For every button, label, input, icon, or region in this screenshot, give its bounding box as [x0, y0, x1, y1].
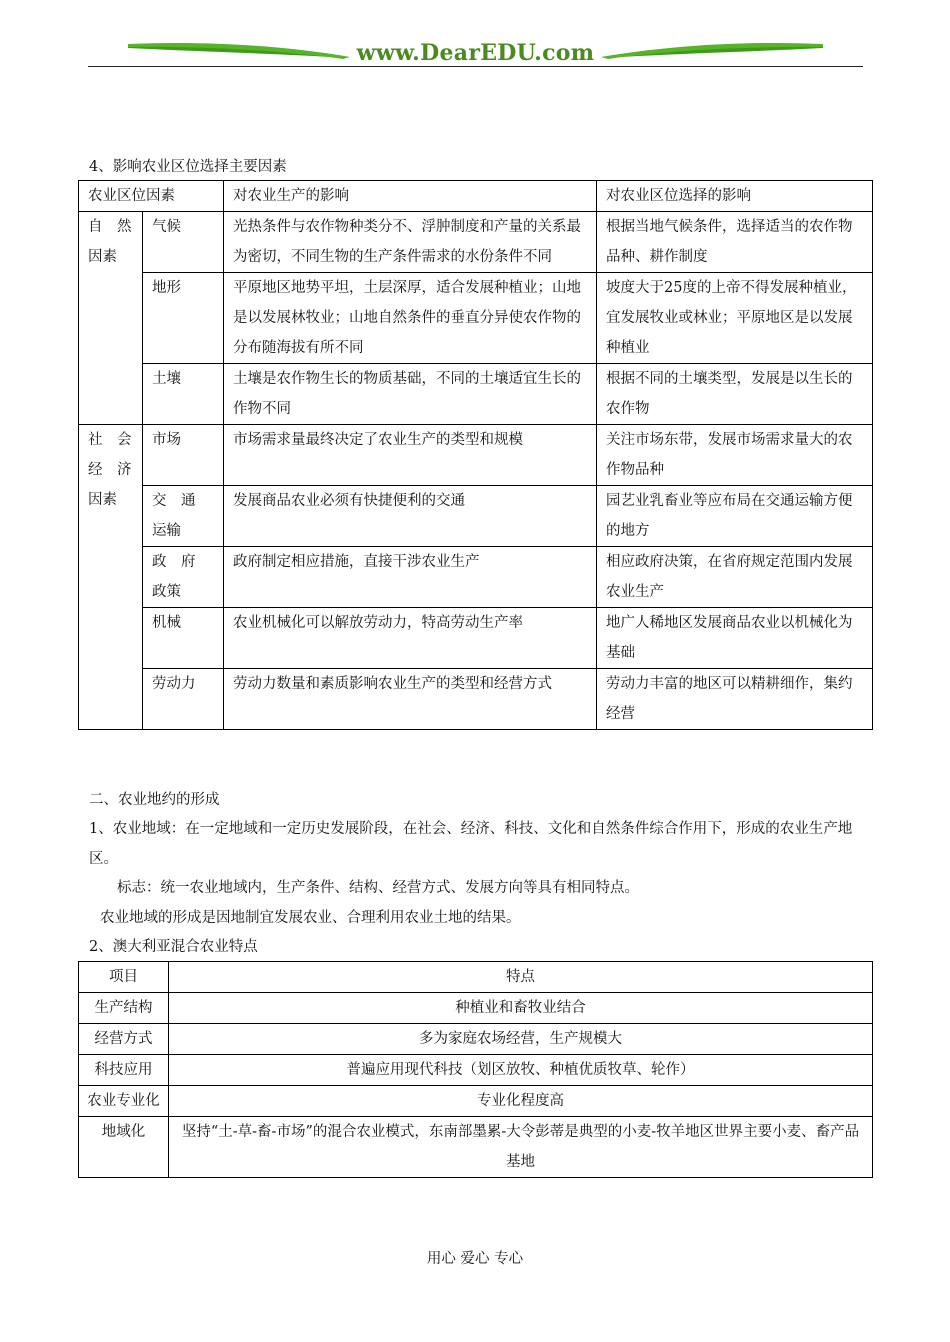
choice-cell: 根据当地气候条件，选择适当的农作物品种、耕作制度	[597, 212, 873, 273]
impact-cell: 劳动力数量和素质影响农业生产的类型和经营方式	[224, 669, 597, 730]
section-4-title: 4、影响农业区位选择主要因素	[89, 159, 287, 175]
col-header-factor: 农业区位因素	[79, 181, 224, 212]
col-header-item: 项目	[79, 962, 169, 993]
section-2-title: 二、农业地约的形成	[89, 792, 220, 808]
choice-cell: 地广人稀地区发展商品农业以机械化为基础	[597, 608, 873, 669]
header-divider	[88, 66, 863, 67]
category-natural: 自 然因素	[79, 212, 143, 425]
col-header-feature: 特点	[169, 962, 873, 993]
table-row	[79, 212, 873, 273]
impact-cell: 发展商品农业必须有快捷便利的交通	[224, 486, 597, 547]
table-row	[79, 547, 873, 608]
australia-features-table	[78, 961, 873, 1178]
category-socioeconomic: 社 会经 济因素	[79, 425, 143, 730]
factor-cell: 土壤	[143, 364, 224, 425]
table-header-row	[79, 181, 873, 212]
table-row	[79, 364, 873, 425]
table-row	[79, 669, 873, 730]
factor-cell: 交 通 运输	[143, 486, 224, 547]
table-row	[79, 608, 873, 669]
factor-cell: 市场	[143, 425, 224, 486]
impact-cell: 政府制定相应措施，直接干涉农业生产	[224, 547, 597, 608]
table-row	[79, 486, 873, 547]
table-row	[79, 993, 873, 1024]
item-cell: 地域化	[79, 1117, 169, 1178]
australia-subtitle: 2、澳大利亚混合农业特点	[89, 939, 258, 955]
choice-cell: 坡度大于25度的上帝不得发展种植业，宜发展牧业或林业；平原地区是以发展种植业	[597, 273, 873, 364]
paragraph-definition: 1、农业地域：在一定地域和一定历史发展阶段，在社会、经济、科技、文化和自然条件综合作用下，形成的农业生产地区。	[89, 821, 853, 867]
item-cell: 生产结构	[79, 993, 169, 1024]
factor-cell: 气候	[143, 212, 224, 273]
logo-text: www.DearEDU.com	[356, 40, 595, 66]
choice-cell: 园艺业乳畜业等应布局在交通运输方便的地方	[597, 486, 873, 547]
feature-cell: 坚持“土-草-畜-市场”的混合农业模式，东南部墨累-大令彭蒂是典型的小麦-牧羊地区世界主要小麦、畜产品基地	[169, 1117, 873, 1178]
table-row	[79, 425, 873, 486]
choice-cell: 相应政府决策，在省府规定范围内发展农业生产	[597, 547, 873, 608]
item-cell: 经营方式	[79, 1024, 169, 1055]
col-header-choice: 对农业区位选择的影响	[597, 181, 873, 212]
table-header-row	[79, 962, 873, 993]
choice-cell: 关注市场东带，发展市场需求量大的农作物品种	[597, 425, 873, 486]
feature-cell: 种植业和畜牧业结合	[169, 993, 873, 1024]
factor-cell: 劳动力	[143, 669, 224, 730]
factor-cell: 地形	[143, 273, 224, 364]
paragraph-result: 农业地域的形成是因地制宜发展农业、合理利用农业土地的结果。	[100, 910, 521, 926]
paragraph-marker: 标志：统一农业地域内，生产条件、结构、经营方式、发展方向等具有相同特点。	[117, 880, 639, 896]
impact-cell: 光热条件与农作物种类分不、浮肿制度和产量的关系最为密切，不同生物的生产条件需求的水份条件不同	[224, 212, 597, 273]
feature-cell: 普遍应用现代科技（划区放牧、种植优质牧草、轮作）	[169, 1055, 873, 1086]
feature-cell: 多为家庭农场经营，生产规模大	[169, 1024, 873, 1055]
item-cell: 农业专业化	[79, 1086, 169, 1117]
table-row	[79, 1024, 873, 1055]
choice-cell: 劳动力丰富的地区可以精耕细作，集约经营	[597, 669, 873, 730]
header-logo	[88, 38, 863, 68]
footer-slogan: 用心 爱心 专心	[426, 1251, 524, 1267]
impact-cell: 市场需求量最终决定了农业生产的类型和规模	[224, 425, 597, 486]
table-row	[79, 1055, 873, 1086]
factor-cell: 机械	[143, 608, 224, 669]
table-row	[79, 1117, 873, 1178]
table-row	[79, 1086, 873, 1117]
choice-cell: 根据不同的土壤类型，发展是以生长的农作物	[597, 364, 873, 425]
factors-table	[78, 180, 873, 730]
item-cell: 科技应用	[79, 1055, 169, 1086]
col-header-impact: 对农业生产的影响	[224, 181, 597, 212]
impact-cell: 土壤是农作物生长的物质基础，不同的土壤适宜生长的作物不同	[224, 364, 597, 425]
table-row	[79, 273, 873, 364]
impact-cell: 平原地区地势平坦，土层深厚，适合发展种植业；山地是以发展林牧业；山地自然条件的垂直分异使农作物的分布随海拔有所不同	[224, 273, 597, 364]
factor-cell: 政 府 政策	[143, 547, 224, 608]
impact-cell: 农业机械化可以解放劳动力，特高劳动生产率	[224, 608, 597, 669]
feature-cell: 专业化程度高	[169, 1086, 873, 1117]
